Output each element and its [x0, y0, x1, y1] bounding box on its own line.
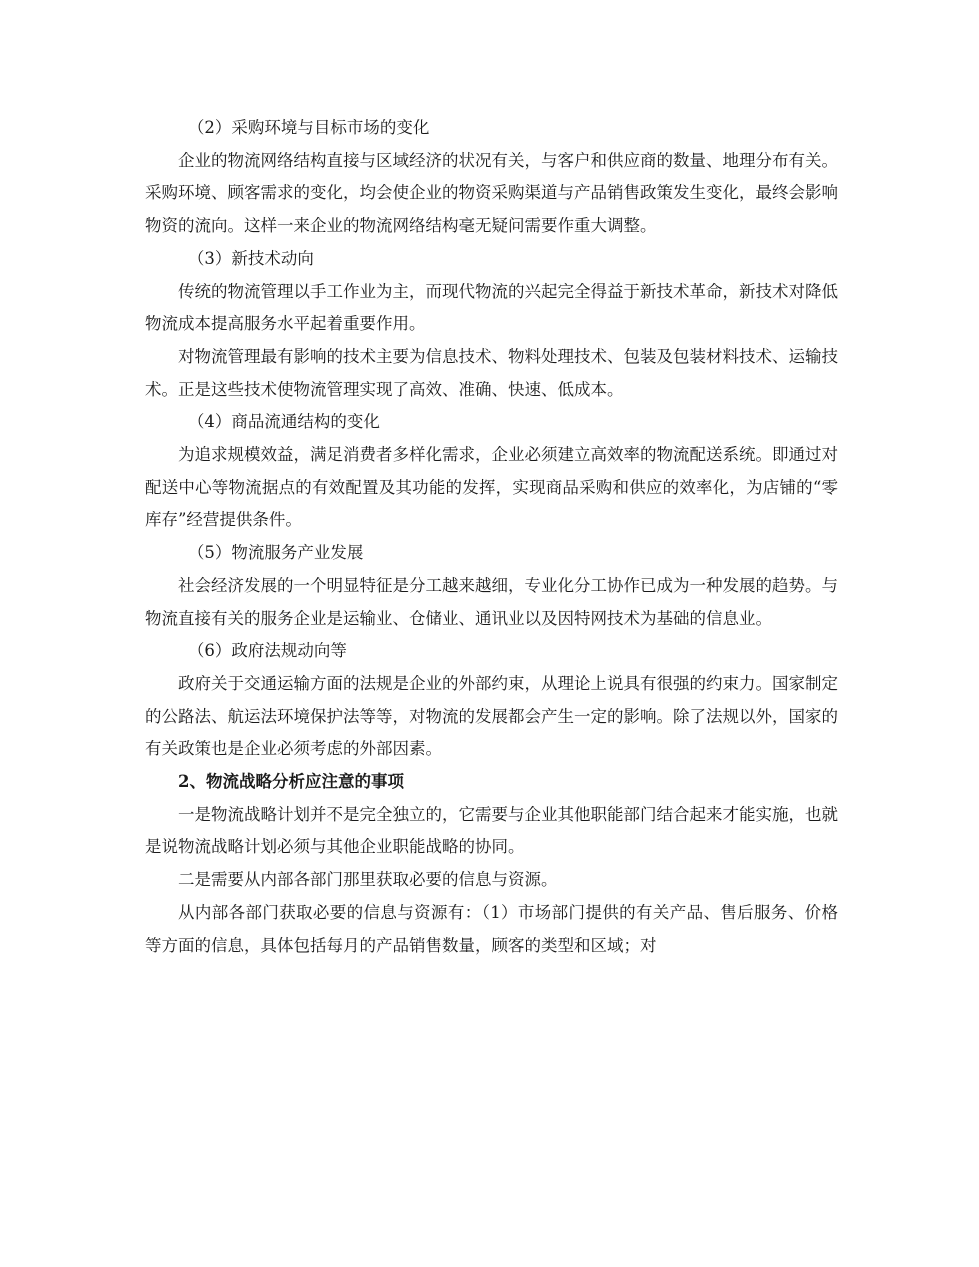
paragraph: 一是物流战略计划并不是完全独立的，它需要与企业其他职能部门结合起来才能实施，也就是说物流战略计划必须与其他企业职能战略的协同。: [145, 804, 838, 857]
paragraph: 从内部各部门获取必要的信息与资源有：（1）市场部门提供的有关产品、售后服务、价格等方面的信息，具体包括每月的产品销售数量，顾客的类型和区域；对: [145, 902, 838, 955]
paragraph: 为追求规模效益，满足消费者多样化需求，企业必须建立高效率的物流配送系统。即通过对配送中心等物流据点的有效配置及其功能的发挥，实现商品采购和供应的效率化，为店铺的“零库存”经营提供条件。: [145, 445, 838, 530]
paragraph: 对物流管理最有影响的技术主要为信息技术、物料处理技术、包装及包装材料技术、运输技术。正是这些技术使物流管理实现了高效、准确、快速、低成本。: [145, 346, 838, 399]
paragraph: 企业的物流网络结构直接与区域经济的状况有关，与客户和供应商的数量、地理分布有关。采购环境、顾客需求的变化，均会使企业的物资采购渠道与产品销售政策发生变化，最终会影响物资的流向。这样一来企业的物流网络结构毫无疑问需要作重大调整。: [145, 150, 838, 236]
document-body: [145, 112, 838, 962]
subheading-distribution-structure: （4）商品流通结构的变化: [187, 412, 380, 432]
subheading-purchasing-environment: （2）采购环境与目标市场的变化: [187, 118, 430, 137]
subheading-new-technology: （3）新技术动向: [187, 248, 314, 268]
subheading-government-regulations: （6）政府法规动向等: [187, 641, 347, 661]
paragraph: 社会经济发展的一个明显特征是分工越来越细，专业化分工协作已成为一种发展的趋势。与物流直接有关的服务企业是运输业、仓储业、通讯业以及因特网技术为基础的信息业。: [145, 575, 838, 628]
paragraph: 传统的物流管理以手工作业为主，而现代物流的兴起完全得益于新技术革命，新技术对降低物流成本提高服务水平起着重要作用。: [145, 281, 838, 334]
subheading-logistics-services: （5）物流服务产业发展: [187, 543, 364, 563]
section-heading: 2、物流战略分析应注意的事项: [178, 772, 404, 792]
paragraph: 政府关于交通运输方面的法规是企业的外部约束，从理论上说具有很强的约束力。国家制定的公路法、航运法环境保护法等等，对物流的发展都会产生一定的影响。除了法规以外，国家的有关政策也是企业必须考虑的外部因素。: [145, 673, 838, 759]
paragraph: 二是需要从内部各部门那里获取必要的信息与资源。: [178, 870, 558, 890]
